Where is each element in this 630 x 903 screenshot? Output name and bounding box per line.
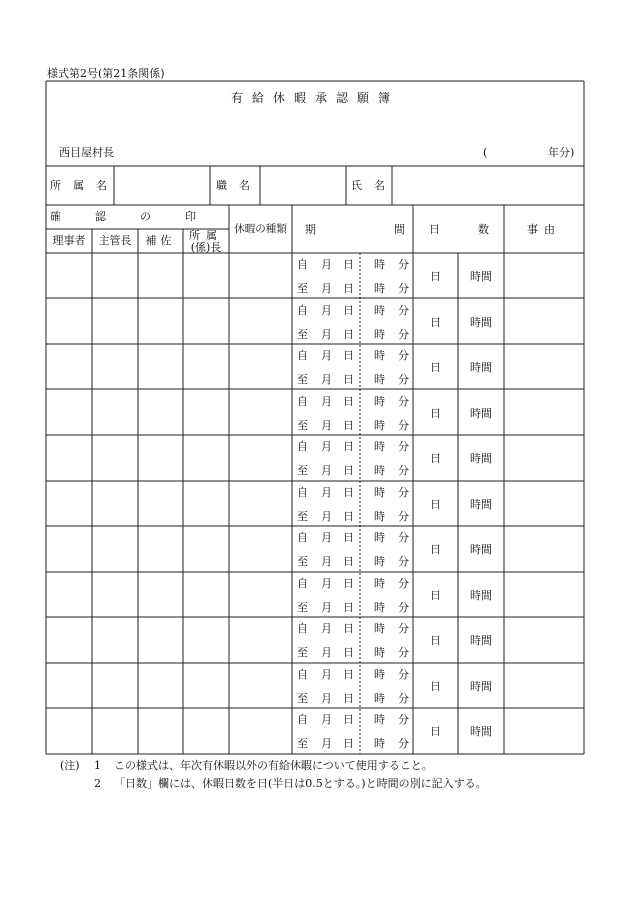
row-to-day-label: 日	[343, 509, 354, 523]
row-hours-unit-label: 時間	[470, 725, 492, 738]
row-from-day-label: 日	[343, 576, 354, 590]
row-hours-unit-label: 時間	[470, 270, 492, 283]
row-to-label: 至	[297, 509, 308, 523]
row-from-minute-label: 分	[398, 303, 409, 317]
row-to-day-label: 日	[343, 555, 354, 568]
note-1-text: この様式は、年次有休暇以外の有給休暇について使用すること。	[114, 759, 433, 772]
days-header-left: 日	[429, 223, 440, 236]
row-from-label: 自	[297, 531, 308, 544]
reason-header: 事由	[527, 223, 561, 236]
row-from-hour-label: 時	[374, 531, 385, 544]
row-to-label: 至	[297, 600, 308, 614]
director-header: 理事者	[52, 234, 86, 247]
row-to-month-label: 月	[321, 600, 332, 614]
row-from-day-label: 日	[343, 258, 354, 271]
row-to-label: 至	[297, 282, 308, 295]
manager-header: 主管長	[98, 234, 132, 247]
row-from-day-label: 日	[343, 303, 354, 317]
row-to-day-label: 日	[343, 691, 354, 705]
row-to-month-label: 月	[321, 737, 332, 750]
addressee: 西目屋村長	[59, 146, 114, 159]
row-to-month-label: 月	[321, 691, 332, 705]
days-header-right: 数	[478, 223, 489, 236]
row-to-minute-label: 分	[398, 464, 409, 477]
row-to-hour-label: 時	[374, 600, 385, 614]
department-label: 所属名	[50, 179, 119, 192]
row-from-day-label: 日	[343, 485, 354, 499]
row-from-month-label: 月	[321, 485, 332, 499]
row-to-label: 至	[297, 555, 308, 568]
row-from-label: 自	[297, 622, 308, 635]
row-to-hour-label: 時	[374, 418, 385, 432]
row-days-unit-label: 日	[430, 270, 441, 283]
row-to-label: 至	[297, 464, 308, 477]
row-hours-unit-label: 時間	[470, 452, 492, 465]
row-from-month-label: 月	[321, 349, 332, 362]
row-to-hour-label: 時	[374, 646, 385, 659]
row-to-month-label: 月	[321, 418, 332, 432]
row-to-minute-label: 分	[398, 509, 409, 523]
row-days-unit-label: 日	[430, 497, 441, 511]
row-from-label: 自	[297, 713, 308, 726]
row-to-hour-label: 時	[374, 691, 385, 705]
row-to-minute-label: 分	[398, 737, 409, 750]
row-to-hour-label: 時	[374, 282, 385, 295]
row-from-month-label: 月	[321, 531, 332, 544]
row-to-minute-label: 分	[398, 418, 409, 432]
row-to-label: 至	[297, 418, 308, 432]
row-to-label: 至	[297, 646, 308, 659]
row-from-minute-label: 分	[398, 667, 409, 681]
row-from-label: 自	[297, 394, 308, 408]
row-to-minute-label: 分	[398, 373, 409, 386]
row-from-label: 自	[297, 667, 308, 681]
row-to-label: 至	[297, 691, 308, 705]
row-from-minute-label: 分	[398, 576, 409, 590]
row-days-unit-label: 日	[430, 315, 441, 329]
row-to-month-label: 月	[321, 464, 332, 477]
position-label: 職名	[216, 179, 262, 192]
row-from-month-label: 月	[321, 303, 332, 317]
row-from-hour-label: 時	[374, 622, 385, 635]
row-hours-unit-label: 時間	[470, 543, 492, 556]
row-from-label: 自	[297, 440, 308, 453]
note-2-number: 2	[94, 777, 101, 790]
row-to-minute-label: 分	[398, 691, 409, 705]
row-to-month-label: 月	[321, 282, 332, 295]
row-from-day-label: 日	[343, 667, 354, 681]
section-head-header-bottom: (係)長	[190, 241, 222, 254]
row-from-label: 自	[297, 258, 308, 271]
row-to-day-label: 日	[343, 418, 354, 432]
row-to-label: 至	[297, 737, 308, 750]
row-from-label: 自	[297, 576, 308, 590]
row-to-day-label: 日	[343, 600, 354, 614]
row-from-month-label: 月	[321, 713, 332, 726]
row-to-month-label: 月	[321, 555, 332, 568]
name-label: 氏名	[351, 179, 397, 192]
row-to-hour-label: 時	[374, 464, 385, 477]
row-from-label: 自	[297, 485, 308, 499]
row-hours-unit-label: 時間	[470, 406, 492, 420]
leave-type-header: 休暇の種類	[234, 223, 287, 235]
row-days-unit-label: 日	[430, 361, 441, 374]
row-days-unit-label: 日	[430, 679, 441, 693]
row-to-minute-label: 分	[398, 555, 409, 568]
row-to-minute-label: 分	[398, 282, 409, 295]
row-to-hour-label: 時	[374, 509, 385, 523]
row-from-day-label: 日	[343, 622, 354, 635]
row-from-hour-label: 時	[374, 303, 385, 317]
row-hours-unit-label: 時間	[470, 361, 492, 374]
year-label: 年分)	[548, 146, 575, 159]
row-from-hour-label: 時	[374, 394, 385, 408]
row-to-minute-label: 分	[398, 646, 409, 659]
row-from-label: 自	[297, 303, 308, 317]
row-to-hour-label: 時	[374, 555, 385, 568]
row-to-day-label: 日	[343, 646, 354, 659]
row-to-minute-label: 分	[398, 327, 409, 341]
row-from-minute-label: 分	[398, 440, 409, 453]
row-to-label: 至	[297, 373, 308, 386]
row-to-month-label: 月	[321, 327, 332, 341]
row-to-day-label: 日	[343, 737, 354, 750]
row-from-minute-label: 分	[398, 258, 409, 271]
row-to-day-label: 日	[343, 282, 354, 295]
row-from-minute-label: 分	[398, 531, 409, 544]
row-to-hour-label: 時	[374, 737, 385, 750]
note-1-number: 1	[94, 759, 101, 772]
row-from-hour-label: 時	[374, 258, 385, 271]
row-from-month-label: 月	[321, 667, 332, 681]
row-from-hour-label: 時	[374, 440, 385, 453]
notes-prefix: (注)	[60, 759, 80, 772]
row-from-month-label: 月	[321, 622, 332, 635]
row-to-month-label: 月	[321, 646, 332, 659]
row-from-minute-label: 分	[398, 485, 409, 499]
row-from-day-label: 日	[343, 713, 354, 726]
row-from-month-label: 月	[321, 576, 332, 590]
row-hours-unit-label: 時間	[470, 497, 492, 511]
row-from-hour-label: 時	[374, 667, 385, 681]
note-2-text: 「日数」欄には、休暇日数を日(半日は0.5とする。)と時間の別に記入する。	[114, 777, 487, 790]
row-from-hour-label: 時	[374, 713, 385, 726]
row-from-day-label: 日	[343, 531, 354, 544]
row-from-month-label: 月	[321, 440, 332, 453]
row-from-hour-label: 時	[374, 485, 385, 499]
row-to-hour-label: 時	[374, 373, 385, 386]
row-days-unit-label: 日	[430, 725, 441, 738]
row-from-minute-label: 分	[398, 349, 409, 362]
row-days-unit-label: 日	[430, 452, 441, 465]
row-to-day-label: 日	[343, 327, 354, 341]
row-hours-unit-label: 時間	[470, 315, 492, 329]
row-from-minute-label: 分	[398, 394, 409, 408]
row-days-unit-label: 日	[430, 588, 441, 602]
row-from-day-label: 日	[343, 440, 354, 453]
row-to-month-label: 月	[321, 373, 332, 386]
row-to-month-label: 月	[321, 509, 332, 523]
form-title: 有給休暇承認願簿	[230, 91, 399, 105]
row-hours-unit-label: 時間	[470, 588, 492, 602]
form-label: 様式第2号(第21条関係)	[47, 67, 165, 80]
row-hours-unit-label: 時間	[470, 679, 492, 693]
row-to-minute-label: 分	[398, 600, 409, 614]
row-to-day-label: 日	[343, 373, 354, 386]
row-from-minute-label: 分	[398, 622, 409, 635]
row-to-label: 至	[297, 327, 308, 341]
row-days-unit-label: 日	[430, 543, 441, 556]
row-days-unit-label: 日	[430, 634, 441, 647]
row-from-day-label: 日	[343, 394, 354, 408]
row-from-month-label: 月	[321, 394, 332, 408]
row-hours-unit-label: 時間	[470, 634, 492, 647]
row-from-hour-label: 時	[374, 576, 385, 590]
row-from-hour-label: 時	[374, 349, 385, 362]
row-to-day-label: 日	[343, 464, 354, 477]
confirm-seal-header: 確認の印	[50, 210, 230, 223]
row-days-unit-label: 日	[430, 406, 441, 420]
period-header-left: 期	[305, 223, 316, 236]
row-to-hour-label: 時	[374, 327, 385, 341]
row-from-day-label: 日	[343, 349, 354, 362]
year-open-paren: (	[483, 146, 488, 159]
row-from-label: 自	[297, 349, 308, 362]
period-header-right: 間	[394, 223, 405, 236]
section-head-header-top: 所属	[189, 229, 223, 242]
row-from-minute-label: 分	[398, 713, 409, 726]
row-from-month-label: 月	[321, 258, 332, 271]
assistant-header: 補佐	[145, 234, 176, 247]
